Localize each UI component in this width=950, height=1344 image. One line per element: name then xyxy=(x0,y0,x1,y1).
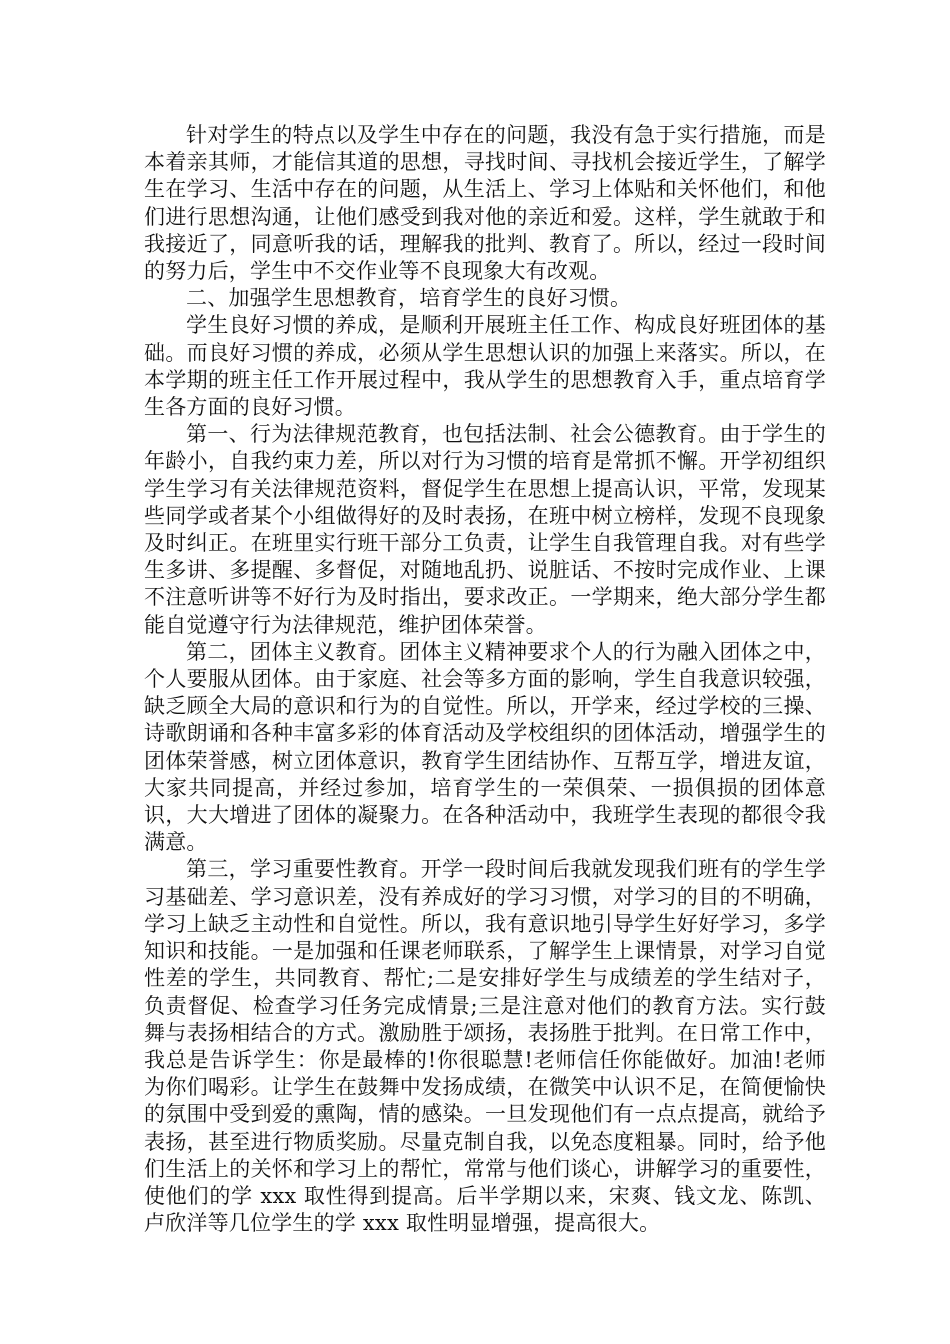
paragraph-student-approach: 针对学生的特点以及学生中存在的问题，我没有急于实行措施，而是本着亲其师，才能信其道的思想，寻找时间、寻找机会接近学生，了解学生在学习、生活中存在的问题，从生活上、学习上体贴和关怀他们，和他们进行思想沟通，让他们感受到我对他的亲近和爱。这样，学生就敢于和我接近了，同意听我的话，理解我的批判、教育了。所以，经过一段时间的努力后，学生中不交作业等不良现象大有改观。 xyxy=(144,123,826,284)
paragraph-good-habits: 学生良好习惯的养成，是顺利开展班主任工作、构成良好班团体的基础。而良好习惯的养成，必须从学生思想认识的加强上来落实。所以，在本学期的班主任工作开展过程中，我从学生的思想教育入手，重点培育学生各方面的良好习惯。 xyxy=(144,313,826,420)
section-heading-thought-education: 二、加强学生思想教育，培育学生的良好习惯。 xyxy=(186,286,632,311)
paragraph-first-behavior-norms: 第一、行为法律规范教育，也包括法制、社会公德教育。由于学生的年龄小，自我约束力差，所以对行为习惯的培育是常抓不懈。开学初组织学生学习有关法律规范资料，督促学生在思想上提高认识，平常，发现某些同学或者某个小组做得好的及时表扬，在班中树立榜样，发现不良现象及时纠正。在班里实行班干部分工负责，让学生自我管理自我。对有些学生多讲、多提醒、多督促，对随地乱扔、说脏话、不按时完成作业、上课不注意听讲等不好行为及时指出，要求改正。一学期来，绝大部分学生都能自觉遵守行为法律规范，维护团体荣誉。 xyxy=(144,422,826,637)
paragraph-second-collectivism: 第二，团体主义教育。团体主义精神要求个人的行为融入团体之中，个人要服从团体。由于家庭、社会等多方面的影响，学生自我意识较强，缺乏顾全大局的意识和行为的自觉性。所以，开学来，经过学校的三操、诗歌朗诵和各种丰富多彩的体育活动及学校组织的团体活动，增强学生的团体荣誉感，树立团体意识，教育学生团结协作、互帮互学，增进友谊，大家共同提高，并经过参加，培育学生的一荣俱荣、一损俱损的团体意识，大大增进了团体的凝聚力。在各种活动中，我班学生表现的都很令我满意。 xyxy=(144,639,826,855)
document-body xyxy=(144,122,826,1237)
paragraph-third-study-importance: 第三，学习重要性教育。开学一段时间后我就发现我们班有的学生学习基础差、学习意识差，没有养成好的学习习惯，对学习的目的不明确，学习上缺乏主动性和自觉性。所以，我有意识地引导学生好好学习，多学知识和技能。一是加强和任课老师联系，了解学生上课情景，对学习自觉性差的学生，共同教育、帮忙;二是安排好学生与成绩差的学生结对子，负责督促、检查学习任务完成情景;三是注意对他们的教育方法。实行鼓舞与表扬相结合的方式。激励胜于颂扬，表扬胜于批判。在日常工作中，我总是告诉学生：你是最棒的!你很聪慧!老师信任你能做好。加油!老师为你们喝彩。让学生在鼓舞中发扬成绩，在微笑中认识不足，在简便愉快的氛围中受到爱的熏陶，情的感染。一旦发现他们有一点点提高，就给予表扬，甚至进行物质奖励。尽量克制自我，以免态度粗暴。同时，给予他们生活上的关怀和学习上的帮忙，常常与他们谈心，讲解学习的重要性，使他们的学 xxx 取性得到提高。后半学期以来，宋爽、钱文龙、陈凯、卢欣洋等几位学生的学 xxx 取性明显增强，提高很大。 xyxy=(144,857,826,1236)
